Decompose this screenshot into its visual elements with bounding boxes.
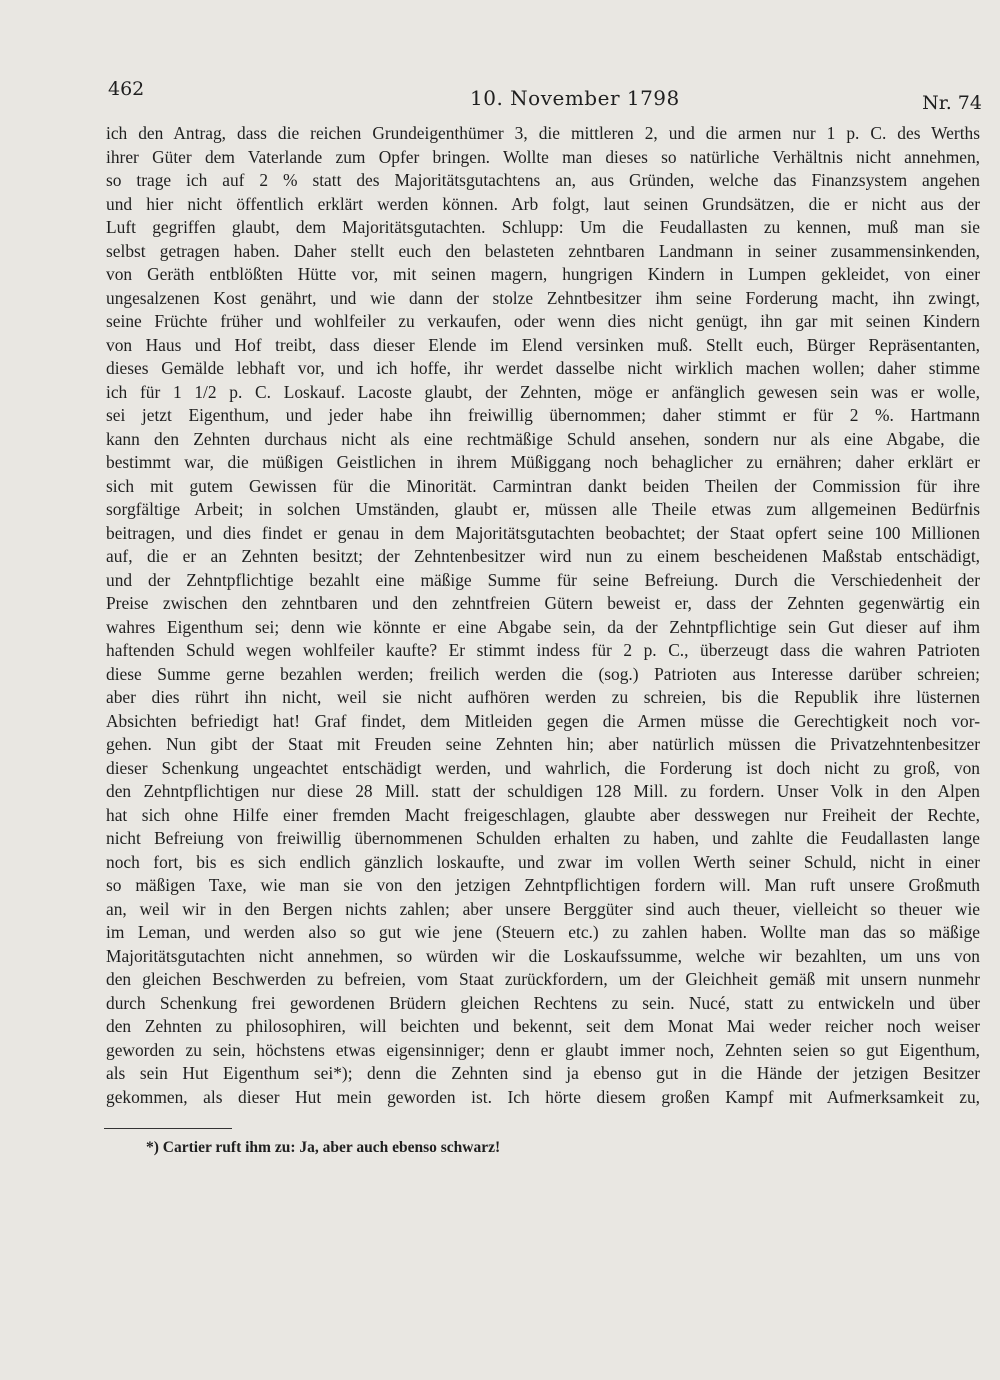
text-line: kann den Zehnten durchaus nicht als eine rechtmäßige Schuld ansehen, sondern nur als eine Abgabe, die (106, 428, 980, 449)
text-line: sich mit gutem Gewissen für die Minorität. Carmintran dankt beiden Theilen der Commission für ihre (106, 475, 980, 496)
text-line: diese Summe gerne bezahlen werden; freilich werden die (sog.) Patrioten aus Interesse darüber schreien; (106, 663, 980, 684)
text-line: so trage ich auf 2 % statt des Majoritätsgutachtens an, aus Gründen, welche das Finanzsystem angehen (106, 170, 980, 190)
text-line: ungesalzenen Kost genährt, und wie dann der stolze Zehntbesitzer ihm seine Forderung macht, ihn zwingt, (106, 287, 980, 308)
footnote-rule (104, 1128, 232, 1129)
text-line: wahres Eigenthum sei; denn wie könnte er eine Abgabe sein, da der Zehntpflichtige sein Gut dieser auf ihm (106, 616, 980, 637)
text-line: bestimmt war, die müßigen Geistlichen in ihrem Müßiggang noch behaglicher zu ernähren; daher erklärt er (106, 452, 980, 472)
text-line: auf, die er an Zehnten besitzt; der Zehntenbesitzer wird nun zu einem bescheidenen Maßstab entschädigt, (106, 546, 980, 566)
text-line: als sein Hut Eigenthum sei*); denn die Zehnten sind ja ebenso gut in die Hände der jetzigen Besitzer (106, 1063, 980, 1083)
document-number: Nr. 74 (922, 92, 982, 114)
text-line: selbst getragen haben. Daher stellt euch den belasteten zehntbaren Landmann in seiner zusammensinkenden, (106, 240, 980, 261)
text-line: und hier nicht öffentlich erklärt werden können. Arb folgt, laut seinen Grundsätzen, die er nicht aus der (106, 193, 980, 214)
text-line: haftenden Schuld wegen wohlfeiler kaufte? Er stimmt indess für 2 p. C., überzeugt dass die wahren Patrioten (106, 640, 980, 660)
text-line: gekommen, als dieser Hut mein geworden ist. Ich hörte diesem großen Kampf mit Aufmerksamkeit zu, (106, 1086, 980, 1107)
text-line: an, weil wir in den Bergen nichts zahlen; aber unsere Berggüter sind auch theuer, vielleicht so theuer wie (106, 898, 980, 919)
text-line: hat sich ohne Hilfe einer fremden Macht freigeschlagen, glaubte aber desswegen nur Freiheit der Rechte, (106, 804, 980, 825)
text-line: dieser Schenkung ungeachtet entschädigt werden, und wahrlich, die Forderung ist doch nicht zu groß, von (106, 757, 980, 778)
text-line: den gleichen Beschwerden zu befreien, vom Staat zurückfordern, um der Gleichheit gemäß mit unsern nunmehr (106, 969, 980, 989)
text-line: ich den Antrag, dass die reichen Grundeigenthümer 3, die mittleren 2, und die armen nur 1 p. C. des Werths (106, 123, 980, 143)
text-line: nicht Befreiung von freiwillig übernommenen Schulden erhalten zu haben, und zahlte die Feudallasten lange (106, 828, 980, 848)
text-line: so mäßigen Taxe, wie man sie von den jetzigen Zehntpflichtigen fordern will. Man ruft unsere Großmuth (106, 875, 980, 895)
text-line: seine Früchte früher und wohlfeiler zu verkaufen, oder wenn dies nicht genügt, ihn gar mit seinen Kindern (106, 311, 980, 331)
text-line: von Haus und Hof treibt, dass dieser Elende im Elend versinken muß. Stellt euch, Bürger Repräsentanten, (106, 334, 980, 355)
text-line: beitragen, und dies findet er genau in dem Majoritätsgutachten beobachtet; der Staat opfert seine 100 Millionen (106, 522, 980, 543)
text-line: im Leman, und werden also so gut wie jene (Steuern etc.) zu zahlen haben. Wollte man das so mäßige (106, 922, 980, 942)
text-line: durch Schenkung frei gewordenen Brüdern gleichen Rechtens zu sein. Nucé, statt zu entwickeln und über (106, 992, 980, 1013)
text-line: Luft gegriffen glaubt, dem Majoritätsgutachten. Schlupp: Um die Feudallasten zu kennen, muß man sie (106, 217, 980, 237)
header-date: 10. November 1798 (470, 86, 680, 110)
text-line: Majoritätsgutachten nicht annehmen, so würden wir die Loskaufssumme, welche wir bezahlten, um uns von (106, 945, 980, 966)
text-line: noch fort, bis es sich endlich gänzlich loskaufte, und zwar im vollen Werth seiner Schuld, nicht in einer (106, 851, 980, 872)
footnote: *) Cartier ruft ihm zu: Ja, aber auch ebenso schwarz! (146, 1139, 501, 1156)
text-line: sei jetzt Eigenthum, und jeder habe ihn freiwillig übernommen; daher stimmt er für 2 %. Hartmann (106, 405, 980, 425)
page-number: 462 (108, 78, 145, 100)
text-line: den Zehnten zu philosophiren, will beichten und bekennt, seit dem Monat Mai weder reicher noch weiser (106, 1016, 980, 1036)
text-line: sorgfältige Arbeit; in solchen Umständen, glaubt er, müssen alle Theile etwas zum allgemeinen Bedürfnis (106, 499, 980, 519)
text-line: ihrer Güter dem Vaterlande zum Opfer bringen. Wollte man dieses so natürliche Verhältnis nicht annehmen, (106, 146, 980, 167)
text-line: Absichten befriedigt hat! Graf findet, dem Mitleiden gegen die Armen müsse die Gerechtigkeit noch vor- (106, 710, 980, 731)
text-line: Preise zwischen den zehntbaren und den zehntfreien Gütern beweist er, dass der Zehnten gegenwärtig ein (106, 593, 980, 613)
text-line: den Zehntpflichtigen nur diese 28 Mill. statt der schuldigen 128 Mill. zu fordern. Unser Volk in den Alpen (106, 781, 980, 801)
text-line: ich für 1 1/2 p. C. Loskauf. Lacoste glaubt, der Zehnten, möge er anfänglich gewesen sein was er wolle, (106, 381, 980, 402)
text-line: geworden zu sein, höchstens etwas eigensinniger; denn er glaubt immer noch, Zehnten seien so gut Eigenthum, (106, 1039, 980, 1060)
body-text (106, 122, 980, 1109)
text-line: aber dies rührt ihn nicht, weil sie nicht aufhören werden zu schreien, bis die Republik ihre lüsternen (106, 687, 980, 707)
text-line: gehen. Nun gibt der Staat mit Freuden seine Zehnten hin; aber natürlich müssen die Privatzehntenbesitzer (106, 734, 980, 754)
page-header (108, 78, 982, 114)
text-line: dieses Gemälde lebhaft vor, und ich hoffe, ihr werdet dasselbe nicht wirklich machen wollen; daher stimme (106, 358, 980, 378)
text-line: von Geräth entblößten Hütte vor, mit seinen magern, hungrigen Kindern in Lumpen gekleidet, von einer (106, 264, 980, 284)
text-line: und der Zehntpflichtige bezahlt eine mäßige Summe für seine Befreiung. Durch die Verschiedenheit der (106, 569, 980, 590)
